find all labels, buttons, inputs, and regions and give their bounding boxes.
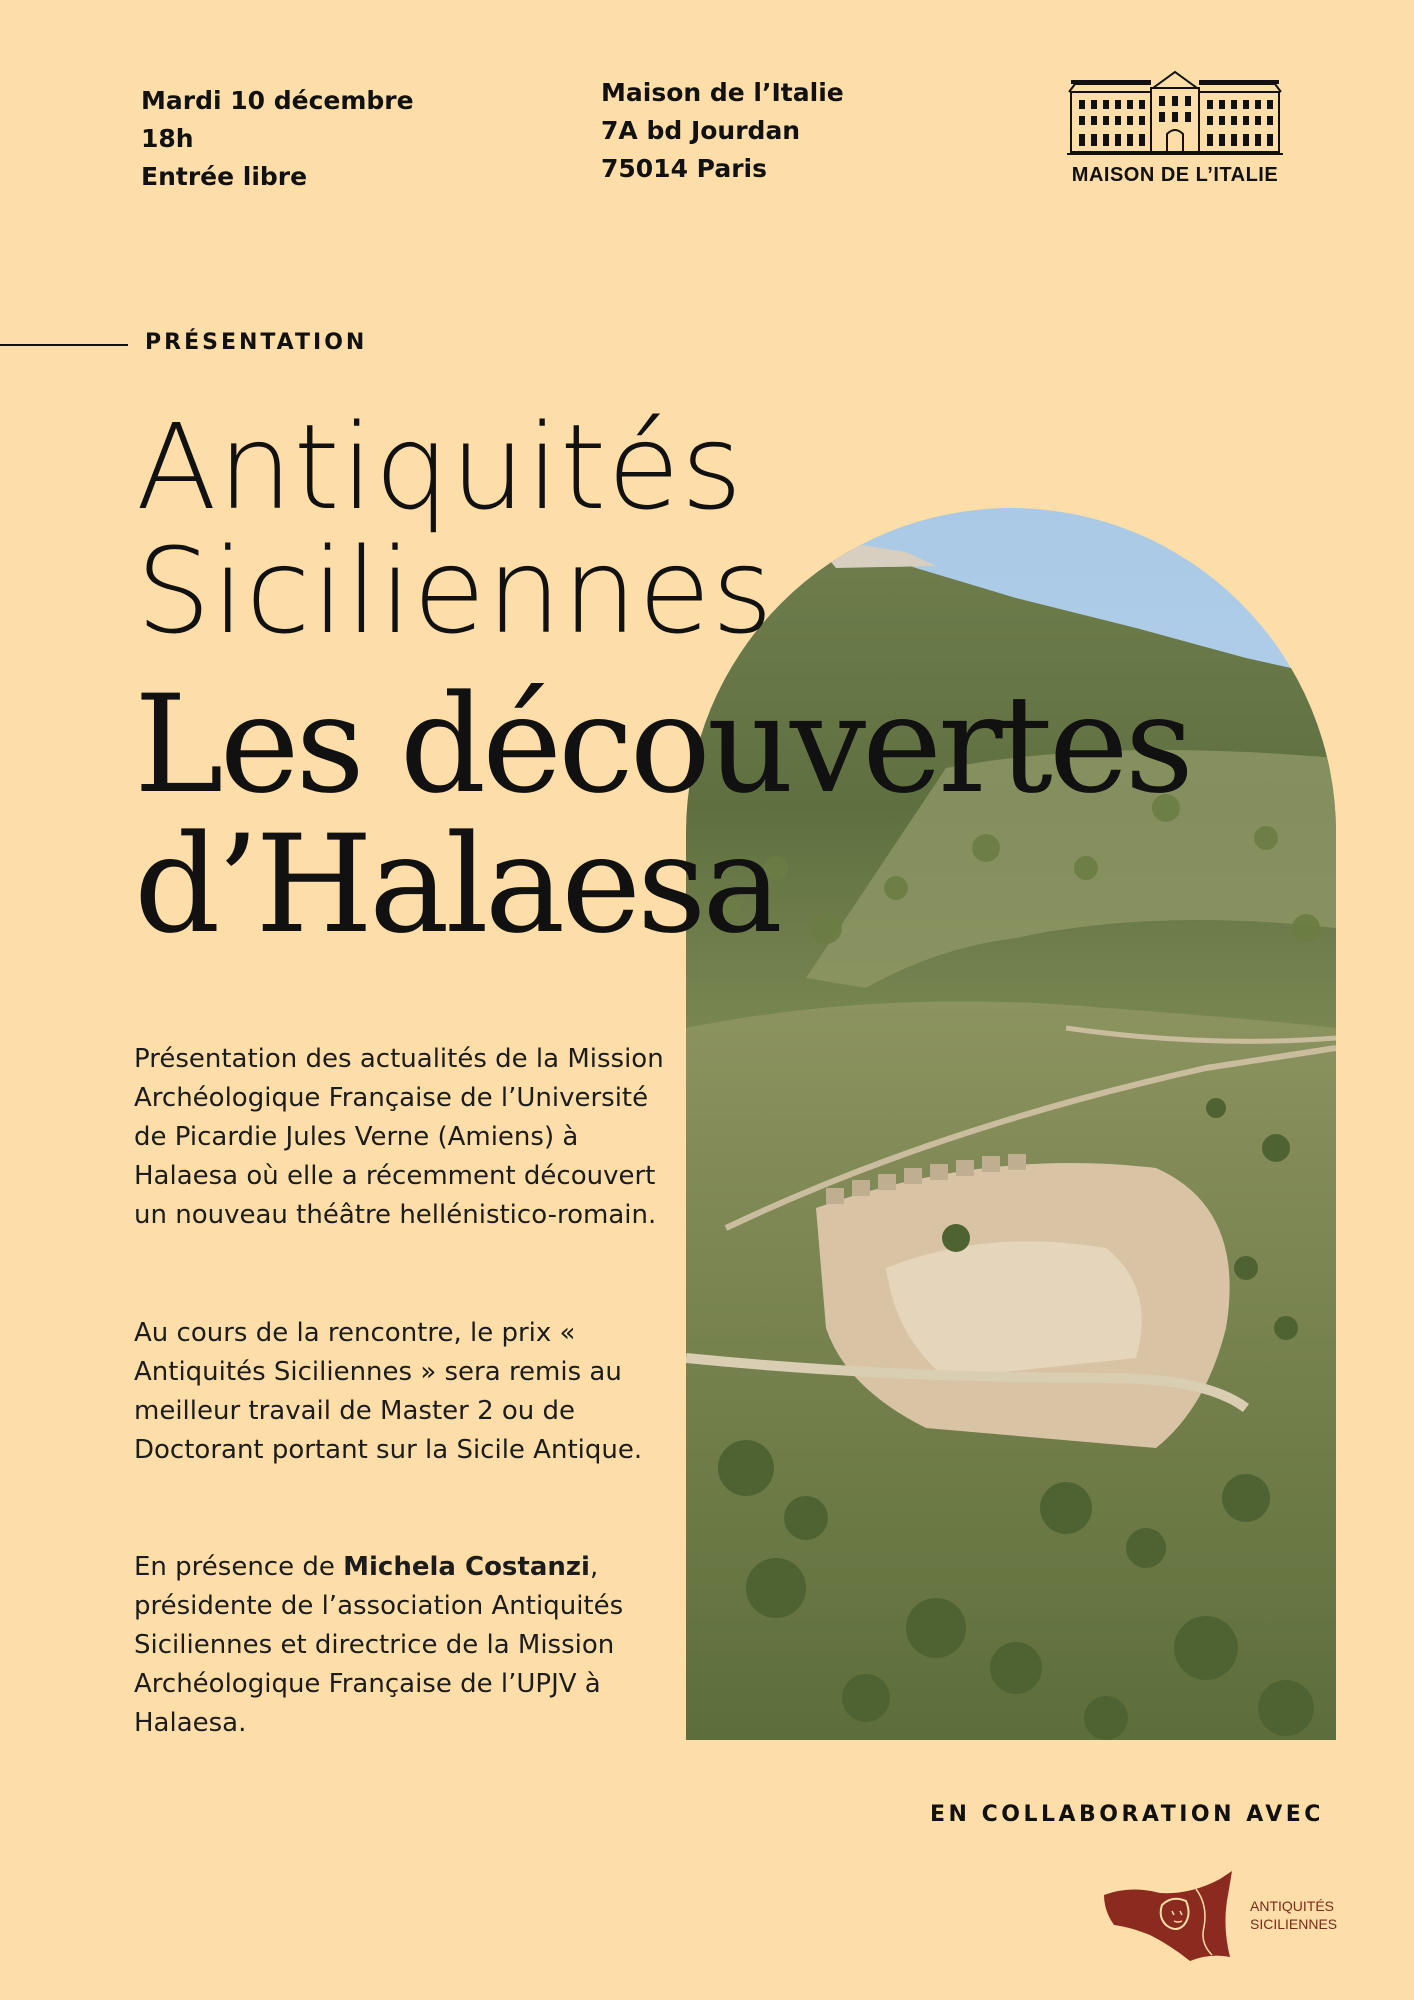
event-time: 18h	[141, 124, 194, 153]
building-facade-icon	[1067, 68, 1283, 160]
paragraph-guest	[134, 1548, 664, 1743]
partner-line-2: SICILIENNES	[1250, 1916, 1338, 1932]
paragraph-intro: Présentation des actualités de la Mission Archéologique Française de l’Université de Picardie Jules Verne (Amiens) à Halaesa où elle a récemment découvert un nouveau théâtre hellénistico-romain.	[134, 1044, 664, 1230]
title-line-1: Antiquités	[136, 398, 744, 536]
event-date: Mardi 10 décembre	[141, 86, 414, 115]
guest-prefix: En présence de	[134, 1552, 344, 1582]
venue-city: 75014 Paris	[601, 154, 767, 183]
event-info	[141, 82, 414, 196]
title-main	[136, 398, 775, 660]
sicily-map-face-icon	[1100, 1865, 1250, 1975]
partner-line-1: ANTIQUITÉS	[1250, 1898, 1335, 1914]
title-line-2: Siciliennes	[136, 522, 775, 660]
maison-italie-logo	[1060, 68, 1290, 187]
subtitle-line-2: d’Halaesa	[134, 806, 779, 963]
event-admission: Entrée libre	[141, 162, 308, 191]
venue-name: Maison de l’Italie	[601, 78, 844, 107]
section-rule	[0, 344, 128, 346]
guest-name: Michela Costanzi	[343, 1552, 590, 1582]
venue-address	[601, 74, 844, 188]
paragraph-prize: Au cours de la rencontre, le prix « Antiquités Siciliennes » sera remis au meilleur travail de Master 2 ou de Doctorant portant sur la Sicile Antique.	[134, 1318, 643, 1465]
logo-text: MAISON DE L’ITALIE	[1071, 164, 1279, 186]
title-subtitle	[134, 666, 1190, 963]
section-label: PRÉSENTATION	[145, 330, 368, 355]
partner-logo	[1100, 1865, 1338, 1975]
venue-street: 7A bd Jourdan	[601, 116, 801, 145]
guest-description: , présidente de l’association Antiquités Siciliennes et directrice de la Mission Archéologique Française de l’UPJV à Halaesa.	[134, 1552, 624, 1738]
subtitle-line-1: Les découvertes	[134, 666, 1190, 823]
collaboration-label: EN COLLABORATION AVEC	[930, 1802, 1324, 1827]
partner-name	[1250, 1897, 1337, 1933]
